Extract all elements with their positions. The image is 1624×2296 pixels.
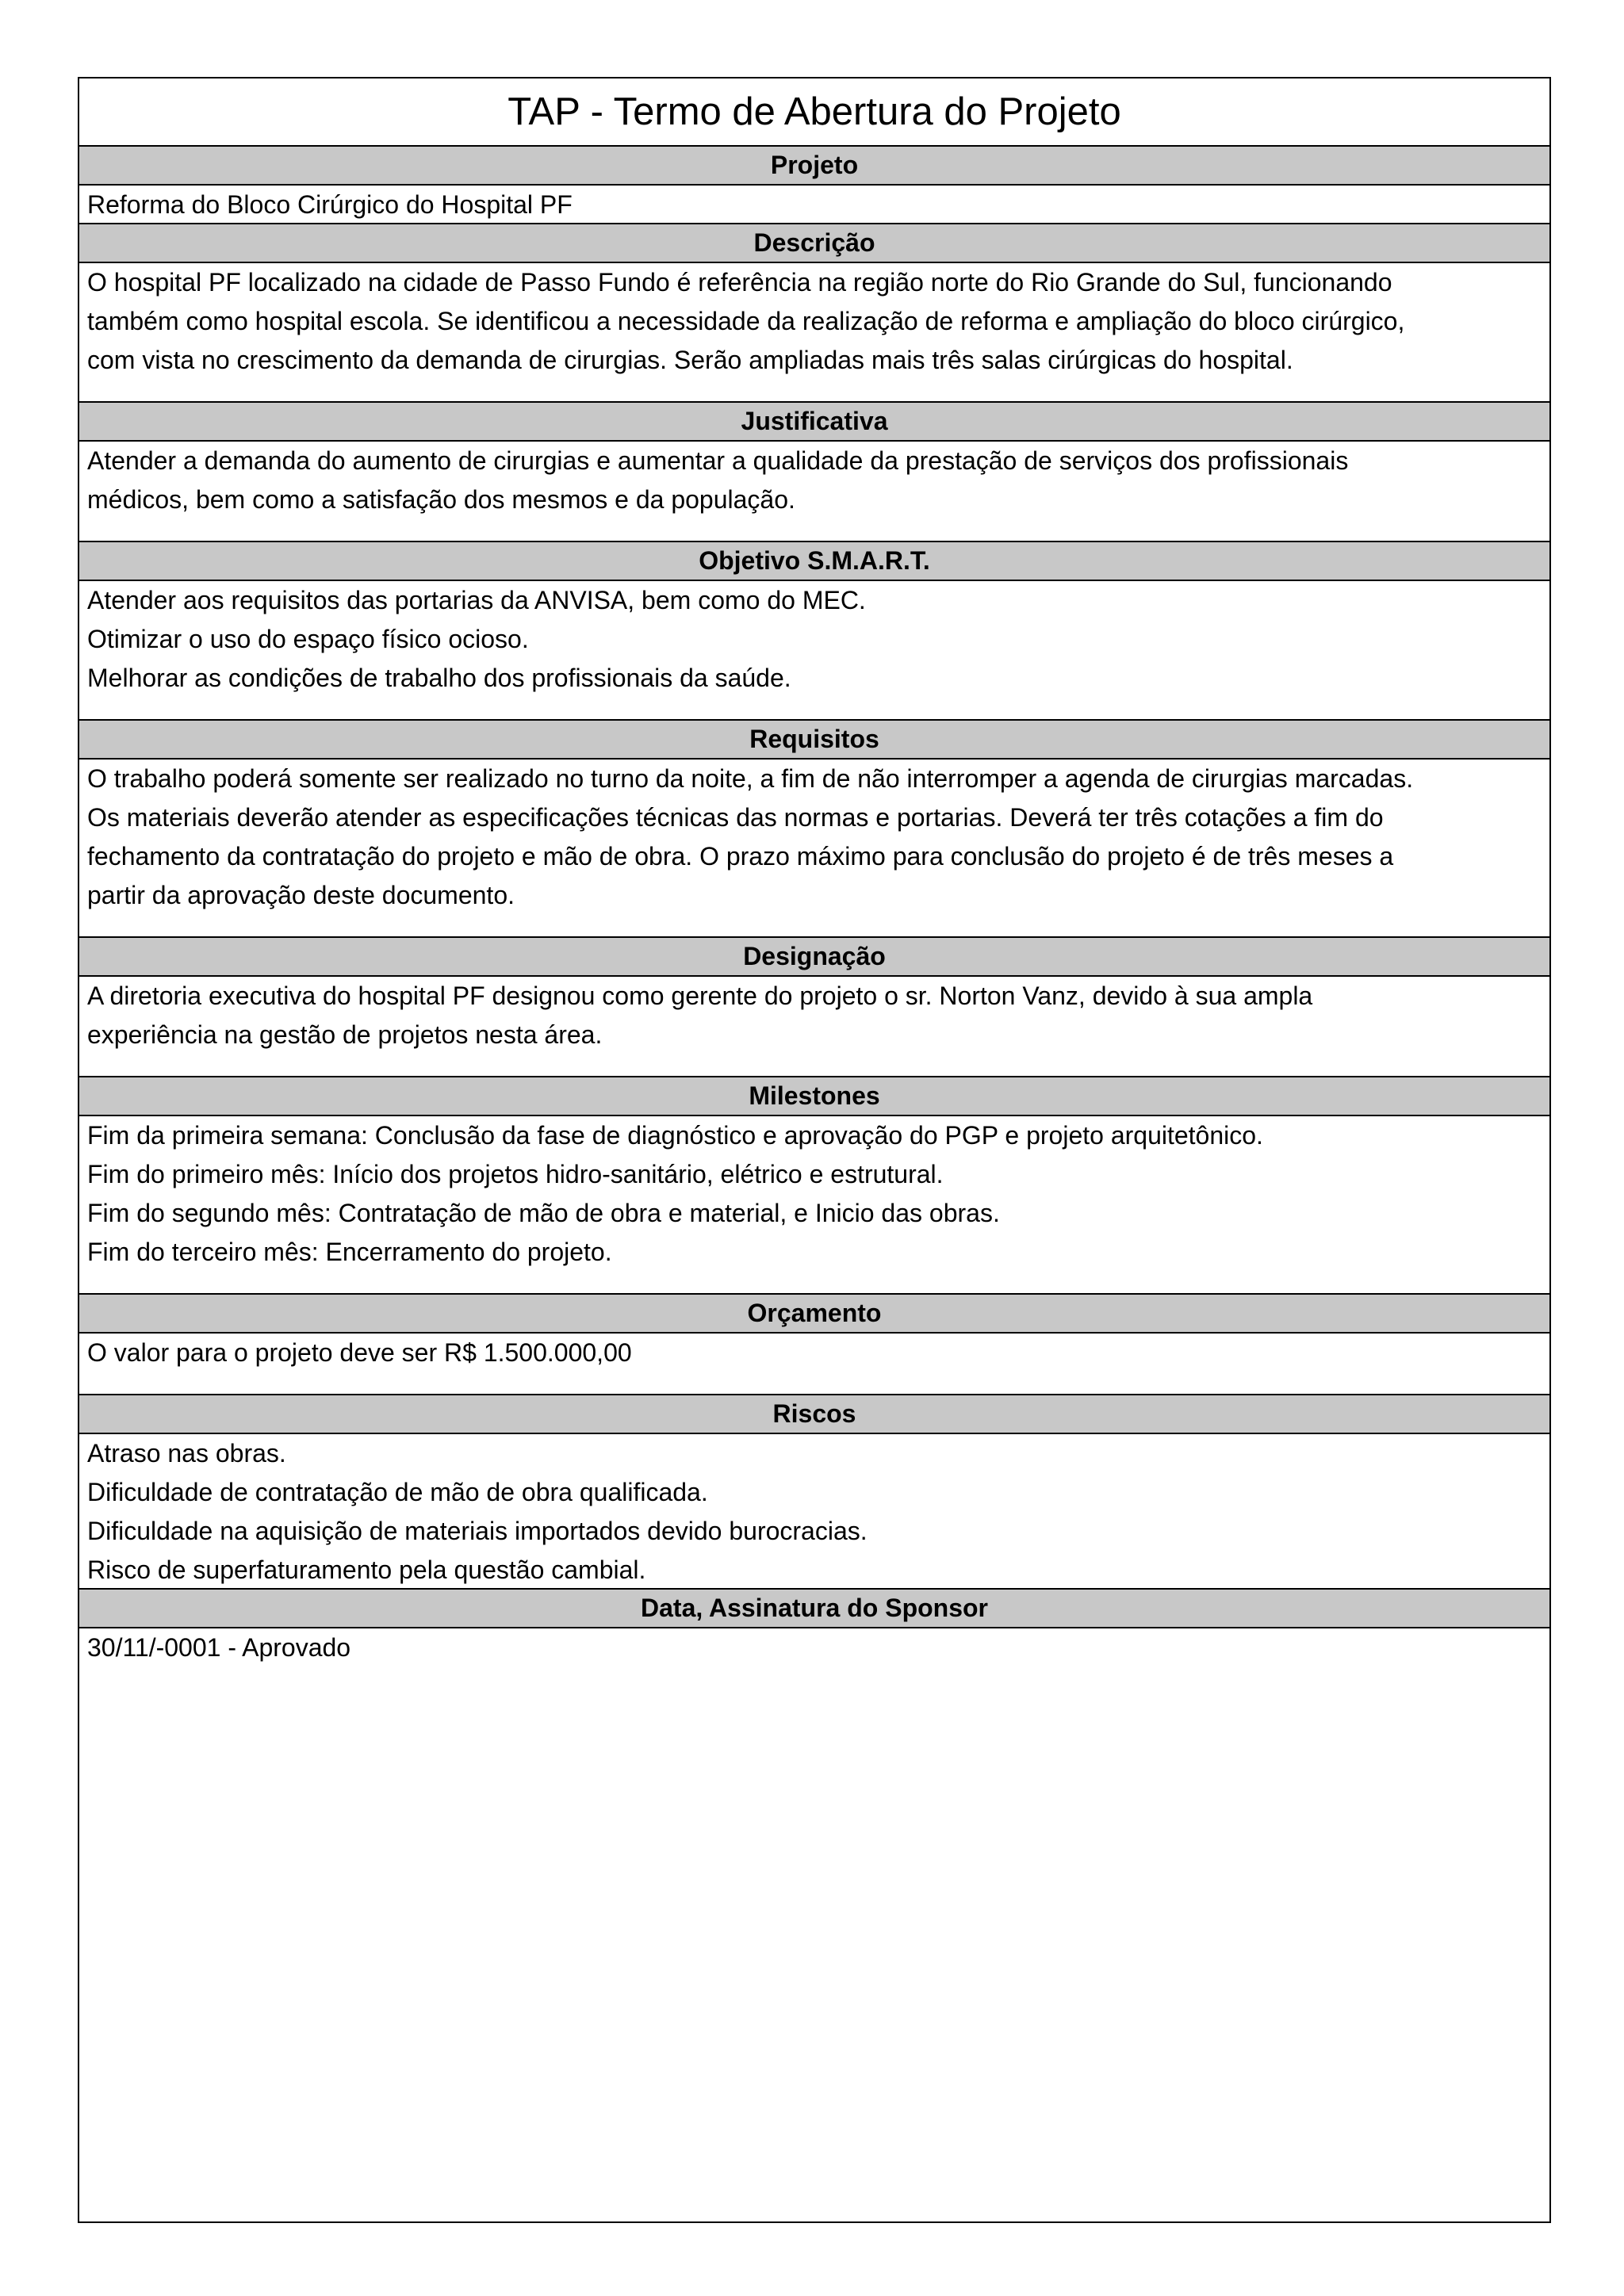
section-content-riscos	[79, 1434, 1549, 1590]
section-content-justificativa	[79, 442, 1549, 542]
milestone-line: Fim do terceiro mês: Encerramento do projeto.	[87, 1238, 612, 1266]
requisitos-line: Os materiais deverão atender as especificações técnicas das normas e portarias. Deverá ter três cotações a fim do	[87, 803, 1384, 832]
risco-line: Dificuldade de contratação de mão de obra qualificada.	[87, 1478, 708, 1506]
section-header-objetivo: Objetivo S.M.A.R.T.	[79, 542, 1549, 581]
descricao-line: com vista no crescimento da demanda de cirurgias. Serão ampliadas mais três salas cirúrgicas do hospital.	[87, 346, 1293, 374]
orcamento-line: O valor para o projeto deve ser R$ 1.500.000,00	[87, 1338, 632, 1367]
tap-document	[78, 77, 1551, 2223]
section-content-designacao	[79, 977, 1549, 1077]
section-content-descricao	[79, 263, 1549, 403]
section-content-projeto	[79, 186, 1549, 224]
section-header-milestones: Milestones	[79, 1077, 1549, 1116]
section-header-designacao: Designação	[79, 938, 1549, 977]
milestone-line: Fim da primeira semana: Conclusão da fase de diagnóstico e aprovação do PGP e projeto arquitetônico.	[87, 1121, 1263, 1150]
section-header-orcamento: Orçamento	[79, 1295, 1549, 1334]
section-header-requisitos: Requisitos	[79, 721, 1549, 760]
requisitos-line: partir da aprovação deste documento.	[87, 881, 515, 909]
section-header-justificativa: Justificativa	[79, 403, 1549, 442]
assinatura-line: 30/11/-0001 - Aprovado	[87, 1633, 351, 1662]
objetivo-line: Melhorar as condições de trabalho dos profissionais da saúde.	[87, 664, 791, 692]
section-content-objetivo	[79, 581, 1549, 721]
milestone-line: Fim do segundo mês: Contratação de mão de obra e material, e Inicio das obras.	[87, 1199, 1000, 1227]
risco-line: Atraso nas obras.	[87, 1439, 286, 1468]
section-content-assinatura	[79, 1628, 1549, 2221]
section-header-projeto: Projeto	[79, 147, 1549, 186]
section-header-descricao: Descrição	[79, 224, 1549, 263]
requisitos-line: fechamento da contratação do projeto e mão de obra. O prazo máximo para conclusão do projeto é de três meses a	[87, 842, 1394, 871]
requisitos-line: O trabalho poderá somente ser realizado no turno da noite, a fim de não interromper a agenda de cirurgias marcadas.	[87, 764, 1414, 793]
objetivo-line: Otimizar o uso do espaço físico ocioso.	[87, 625, 529, 653]
section-content-milestones	[79, 1116, 1549, 1295]
milestone-line: Fim do primeiro mês: Início dos projetos hidro-sanitário, elétrico e estrutural.	[87, 1160, 944, 1188]
designacao-line: experiência na gestão de projetos nesta área.	[87, 1020, 603, 1049]
projeto-line: Reforma do Bloco Cirúrgico do Hospital PF	[87, 190, 573, 219]
section-content-requisitos	[79, 760, 1549, 938]
section-header-riscos: Riscos	[79, 1395, 1549, 1434]
risco-line: Risco de superfaturamento pela questão cambial.	[87, 1556, 646, 1584]
justificativa-line: médicos, bem como a satisfação dos mesmos e da população.	[87, 485, 795, 514]
risco-line: Dificuldade na aquisição de materiais importados devido burocracias.	[87, 1517, 868, 1545]
section-content-orcamento	[79, 1334, 1549, 1395]
document-title: TAP - Termo de Abertura do Projeto	[79, 78, 1549, 147]
descricao-line: O hospital PF localizado na cidade de Passo Fundo é referência na região norte do Rio Grande do Sul, funcionando	[87, 268, 1392, 297]
descricao-line: também como hospital escola. Se identificou a necessidade da realização de reforma e ampliação do bloco cirúrgico,	[87, 307, 1405, 335]
section-header-assinatura: Data, Assinatura do Sponsor	[79, 1590, 1549, 1628]
designacao-line: A diretoria executiva do hospital PF designou como gerente do projeto o sr. Norton Vanz, devido à sua ampla	[87, 982, 1313, 1010]
justificativa-line: Atender a demanda do aumento de cirurgias e aumentar a qualidade da prestação de serviços dos profissionais	[87, 446, 1349, 475]
objetivo-line: Atender aos requisitos das portarias da ANVISA, bem como do MEC.	[87, 586, 866, 614]
